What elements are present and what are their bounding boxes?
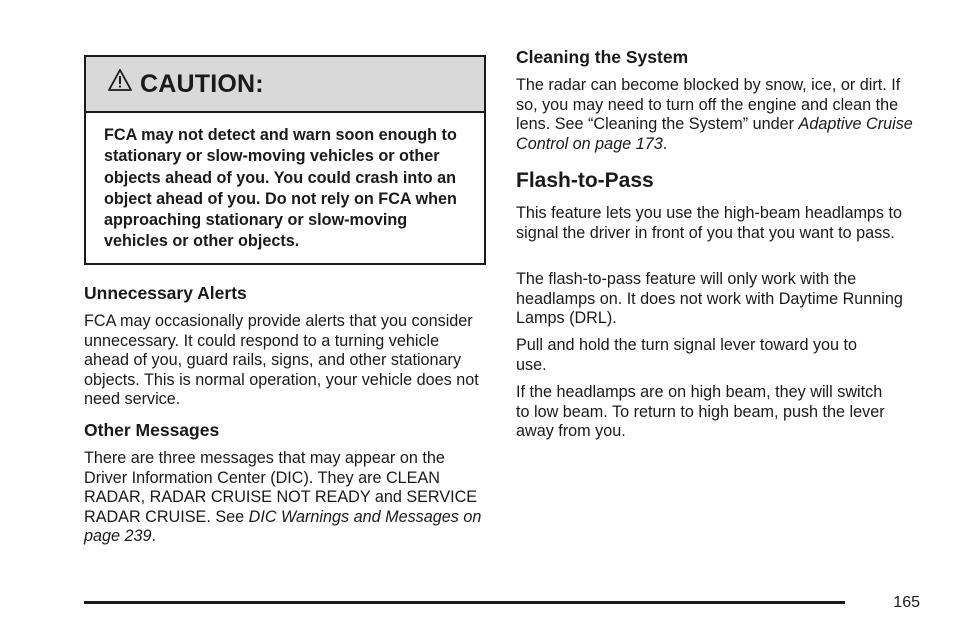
other-messages-text: There are three messages that may appear on the Driver Information Center (DIC). They are CLEAN RADAR, RADAR CRUISE NOT READY and SERVICE RADAR CRUISE. See DIC Warnings and Messages on page 239. [84, 449, 482, 546]
flash-to-pass-paragraph-4: If the headlamps are on high beam, they will switch to low beam. To return to high beam, push the lever away from you. [516, 383, 885, 441]
cleaning-text: The radar can become blocked by snow, ice, or dirt. If so, you may need to turn off the engine and clean the lens. See “Cleaning the System” under Adaptive Cruise Control on page 173. [516, 76, 913, 153]
cleaning-heading: Cleaning the System [516, 47, 689, 67]
flash-to-pass-paragraph-2: The flash-to-pass feature will only work with the headlamps on. It does not work with Daytime Running Lamps (DRL). [516, 270, 903, 328]
unnecessary-alerts-heading: Unnecessary Alerts [84, 283, 247, 303]
caution-header [86, 57, 484, 113]
adaptive-cruise-reference: Adaptive Cruise Control on page 173 [516, 115, 913, 153]
flash-to-pass-heading: Flash-to-Pass [516, 169, 654, 192]
page-number: 165 [893, 594, 920, 611]
footer-rule [84, 601, 845, 604]
caution-box [84, 55, 486, 265]
warning-triangle-icon [108, 68, 132, 92]
dic-warnings-reference: DIC Warnings and Messages on page 239 [84, 507, 482, 546]
flash-to-pass-paragraph-3: Pull and hold the turn signal lever toward you to use. [516, 336, 858, 374]
caution-title: CAUTION: [140, 69, 264, 98]
unnecessary-alerts-text: FCA may occasionally provide alerts that you consider unnecessary. It could respond to a turning vehicle ahead of you, guard rails, signs, and other stationary objects. This is normal operation, your vehicle does not need service. [84, 312, 479, 409]
caution-text: FCA may not detect and warn soon enough to stationary or slow-moving vehicles or other objects ahead of you. You could crash into an object ahead of you. Do not rely on FCA when approaching stationary or slow-moving vehicles or other objects. [104, 126, 457, 251]
flash-to-pass-paragraph-1: This feature lets you use the high-beam headlamps to signal the driver in front of you that you want to pass. [516, 204, 903, 242]
other-messages-heading: Other Messages [84, 420, 220, 440]
